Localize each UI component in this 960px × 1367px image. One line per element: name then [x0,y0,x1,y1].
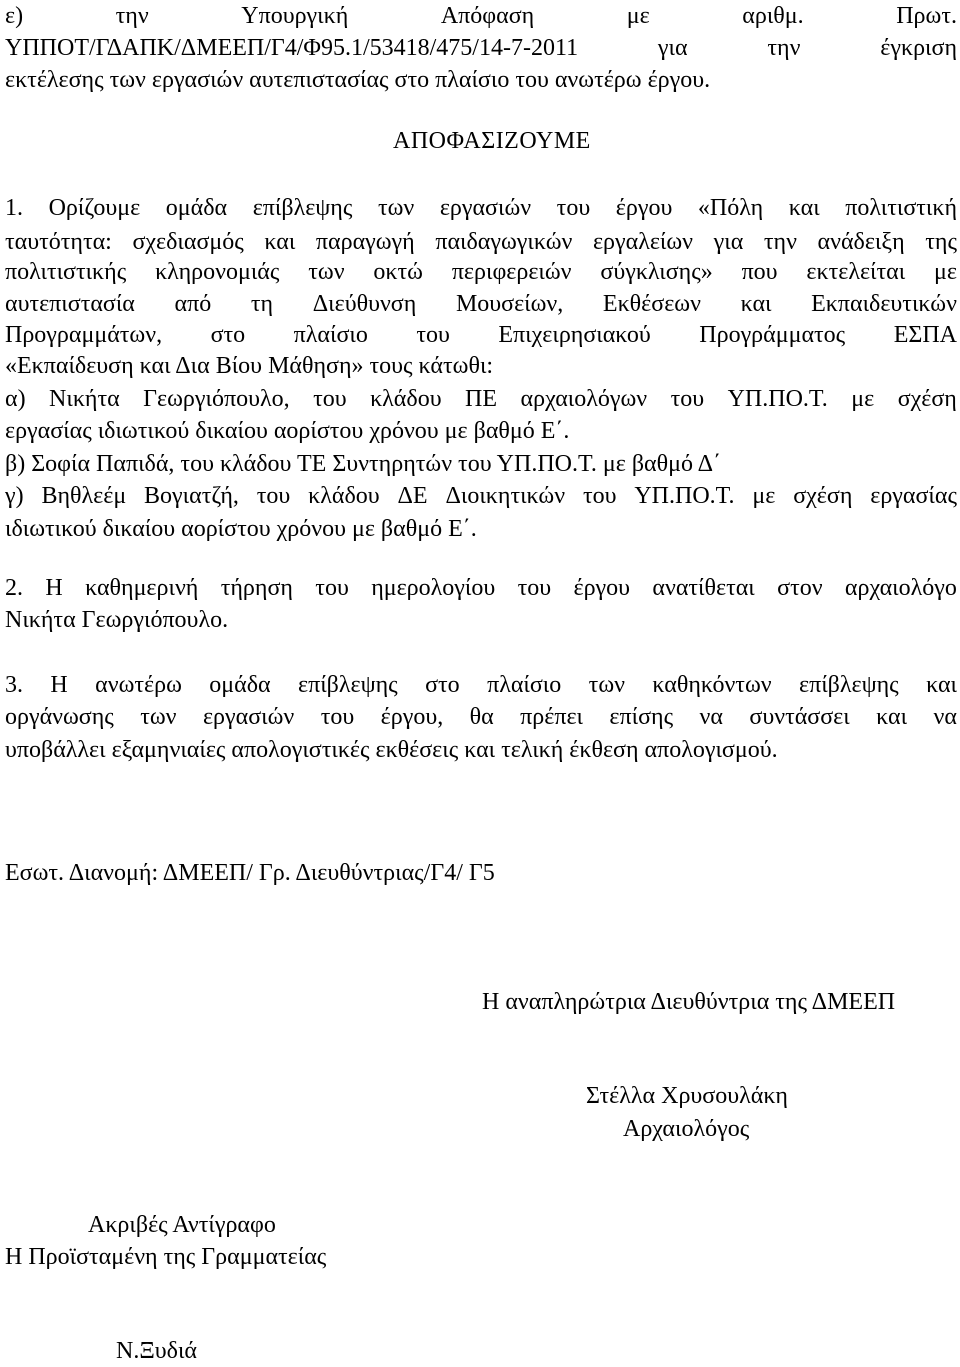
word: ΥΠΠΟΤ/ΓΔΑΠΚ/ΔΜΕΕΠ/Γ4/Φ95.1/53418/475/14-7-2011 [5,35,579,61]
item1-line-6: «Εκπαίδευση και Δια Βίου Μάθηση» τους κάτωθι: [5,353,494,379]
decision-heading: ΑΠΟΦΑΣΙΖΟΥΜΕ [393,128,591,154]
word: ημερολογίου [371,575,496,601]
word: Νικήτα [49,386,120,412]
item1-line-3 [5,256,957,288]
word: που [741,259,778,285]
word: ανωτέρω [95,672,182,698]
item3-line-1 [5,669,957,701]
internal-distribution: Εσωτ. Διανομή: ΔΜΕΕΠ/ Γρ. Διευθύντριας/Γ4/ Γ5 [5,860,495,886]
word: με [752,483,776,509]
word: έργου [615,195,673,221]
word: πολιτιστικής [5,259,127,285]
word: κληρονομιάς [155,259,280,285]
word: του [582,483,617,509]
word: εργασιών [439,195,532,221]
word: εργαλείων [592,229,694,255]
word: γ) [5,483,24,509]
word: ομάδα [165,195,228,221]
word: Προγραμμάτων, [5,322,163,348]
word: αρχαιολόγων [520,386,648,412]
intro-line-3: εκτέλεσης των εργασιών αυτεπιστασίας στο πλαίσιο του ανωτέρω έργου. [5,67,711,93]
word: πολιτιστική [845,195,957,221]
word: οκτώ [373,259,423,285]
word: Επιχειρησιακού [498,322,651,348]
word: Απόφαση [440,3,535,29]
word: καθηκόντων [652,672,772,698]
word: με [934,259,957,285]
word: Διεύθυνση [312,291,417,317]
item1-line-4 [5,288,957,320]
word: σχέση [897,386,957,412]
word: ΕΣΠΑ [893,322,957,348]
word: πλαίσιο [293,322,368,348]
certified-copy-label: Ακριβές Αντίγραφο [88,1212,276,1238]
word: 2. [5,575,23,601]
word: τήρηση [220,575,293,601]
word: των [140,704,177,730]
word: «Πόλη [697,195,764,221]
secretariat-head-name: Ν.Ξυδιά [116,1338,197,1364]
word: 3. [5,672,23,698]
word: από [174,291,212,317]
item1-line-1 [5,192,957,224]
word: συντάσσει [749,704,850,730]
word: την [767,35,801,61]
word: σύγκλισης» [600,259,713,285]
word: Υπουργική [241,3,349,29]
word: παραγωγή [315,229,415,255]
item2-line-2: Νικήτα Γεωργιόπουλο. [5,607,229,633]
word: εργασιών [202,704,295,730]
item3-line-3: υποβάλλει εξαμηνιαίες απολογιστικές εκθέσεις και τελική έκθεση απολογισμού. [5,737,778,763]
word: θα [469,704,494,730]
word: της [925,229,957,255]
word: ταυτότητα: [5,229,112,255]
word: στο [425,672,460,698]
intro-line-2 [5,32,957,64]
word: την [763,229,797,255]
word: Προγράμματος [699,322,846,348]
word: του [256,483,291,509]
word: ανάδειξη [817,229,905,255]
word: για [657,35,688,61]
word: την [115,3,149,29]
item2-line-1 [5,572,957,604]
word: κλάδου [370,386,442,412]
word: α) [5,386,26,412]
item3-line-2 [5,701,957,733]
item1-b-line: β) Σοφία Παπιδά, του κλάδου ΤΕ Συντηρητών του ΥΠ.ΠΟ.Τ. με βαθμό Δ΄ [5,451,722,477]
item1-a-line-2: εργασίας ιδιωτικού δικαίου αορίστου χρόνου με βαθμό Ε΄. [5,418,570,444]
word: ανατίθεται [652,575,755,601]
word: πρέπει [520,704,583,730]
word: αυτεπιστασία [5,291,135,317]
word: Διοικητικών [445,483,566,509]
word: και [926,672,957,698]
word: ε) [5,3,24,29]
word: σχέση [793,483,853,509]
intro-line-1 [5,0,957,32]
word: ΥΠ.ΠΟ.Τ. [727,386,828,412]
word: του [416,322,450,348]
item1-c-line-2: ιδιωτικού δικαίου αορίστου χρόνου με βαθμό Ε΄. [5,516,477,542]
word: έγκριση [880,35,957,61]
word: έργου, [380,704,444,730]
word: Ορίζουμε [48,195,141,221]
signatory-title: Η αναπληρώτρια Διευθύντρια της ΔΜΕΕΠ [482,989,896,1015]
word: στον [777,575,823,601]
word: ΠΕ [465,386,498,412]
word: των [377,195,415,221]
item1-line-2 [5,226,957,258]
word: με [851,386,875,412]
word: του [315,575,349,601]
word: σχεδιασμός [132,229,244,255]
word: ΔΕ [397,483,428,509]
word: και [876,704,908,730]
word: του [320,704,355,730]
word: Εκθέσεων [602,291,701,317]
word: του [313,386,347,412]
word: αριθμ. [742,3,804,29]
word: επίβλεψης [252,195,353,221]
word: ομάδα [209,672,271,698]
word: τη [250,291,274,317]
word: του [670,386,705,412]
word: του [517,575,552,601]
word: ΥΠ.ΠΟ.Τ. [634,483,735,509]
word: Γεωργιόπουλο, [143,386,290,412]
word: Εκπαιδευτικών [811,291,957,317]
word: εκτελείται [806,259,906,285]
word: Η [50,672,68,698]
word: καθημερινή [85,575,199,601]
word: πλαίσιο [487,672,562,698]
word: Η [45,575,63,601]
word: επίβλεψης [298,672,398,698]
word: παιδαγωγικών [435,229,573,255]
word: Μουσείων, [455,291,564,317]
word: και [740,291,772,317]
word: των [588,672,625,698]
word: Πρωτ. [896,3,957,29]
word: να [933,704,957,730]
word: Βογιατζή, [144,483,239,509]
item1-a-line-1 [5,383,957,415]
word: αρχαιολόγο [844,575,957,601]
word: για [713,229,744,255]
item1-line-5 [5,319,957,351]
item1-c-line-1 [5,480,957,512]
word: περιφερειών [451,259,572,285]
word: και [788,195,820,221]
signatory-role: Αρχαιολόγος [623,1116,750,1142]
word: Βηθλεέμ [41,483,127,509]
word: κλάδου [308,483,380,509]
word: του [556,195,591,221]
word: εργασίας [870,483,957,509]
word: στο [210,322,246,348]
word: να [699,704,723,730]
word: επίσης [609,704,674,730]
word: έργου [573,575,631,601]
word: 1. [5,195,23,221]
word: των [308,259,345,285]
secretariat-head-title: Η Προϊσταμένη της Γραμματείας [5,1244,327,1270]
word: με [626,3,650,29]
word: επίβλεψης [799,672,899,698]
word: οργάνωσης [5,704,114,730]
signatory-name: Στέλλα Χρυσουλάκη [586,1083,788,1109]
word: και [264,229,296,255]
